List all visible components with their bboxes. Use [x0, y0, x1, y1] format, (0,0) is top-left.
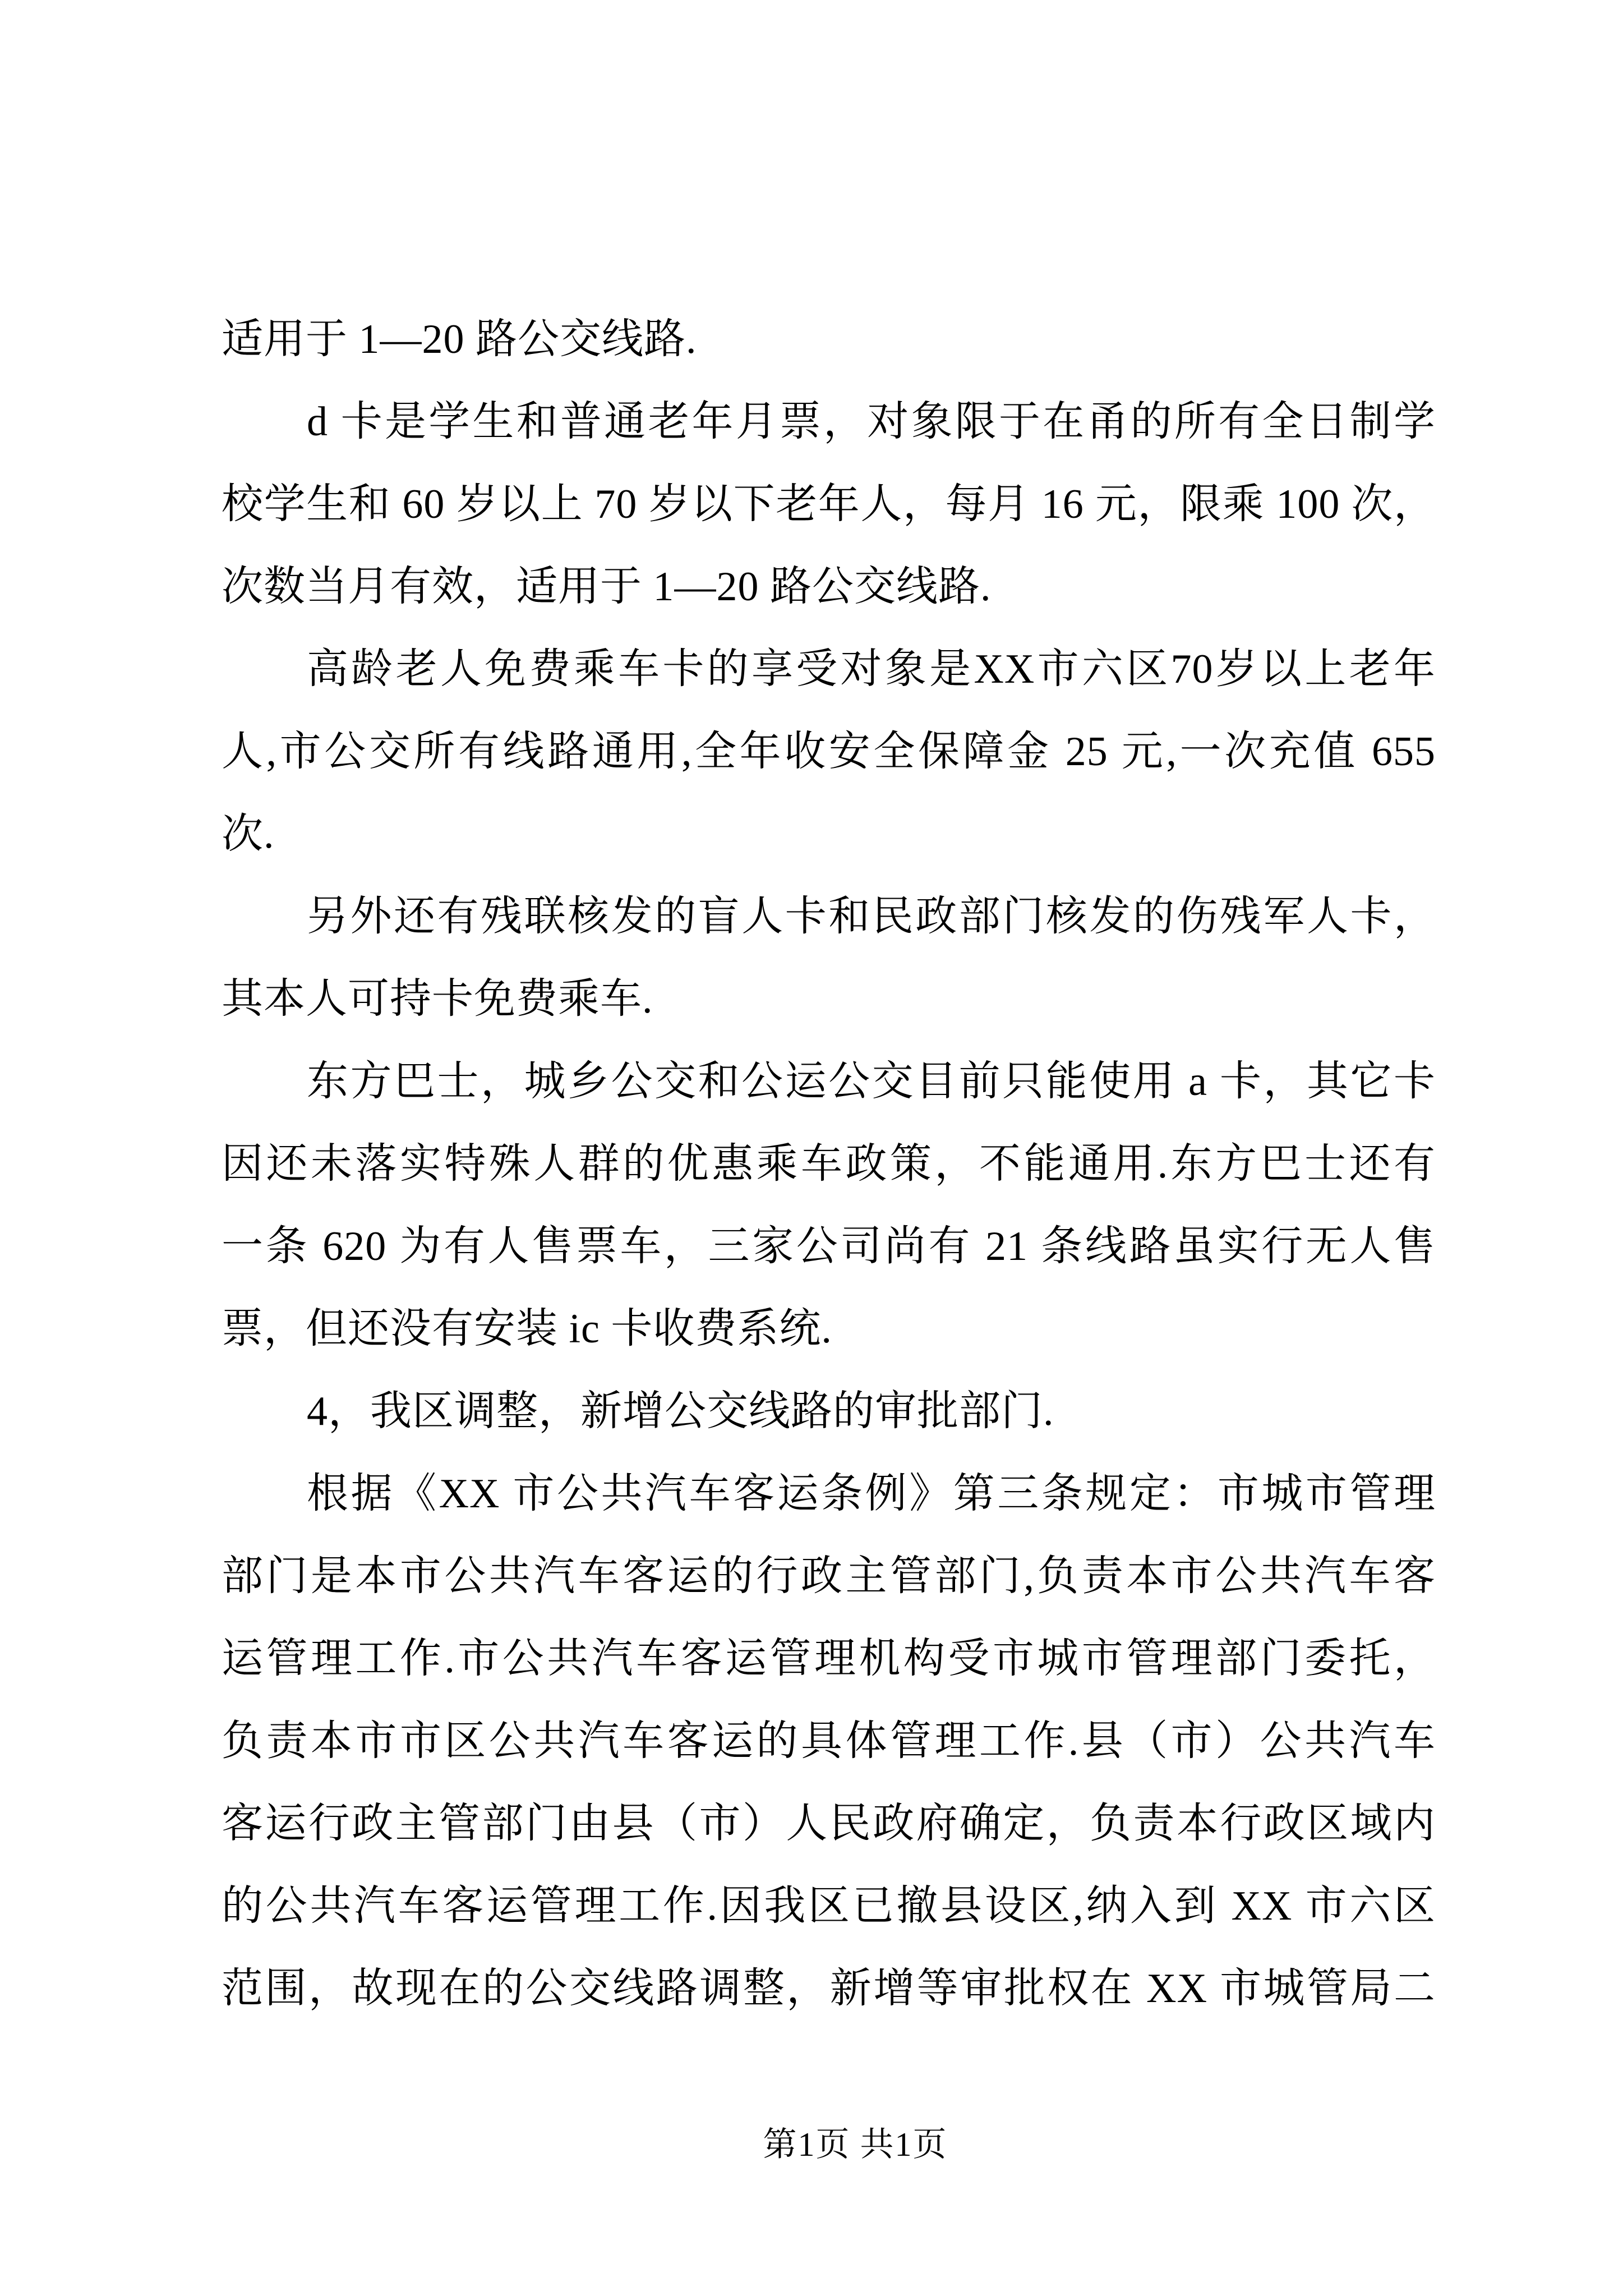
- text-line: 东方巴士，城乡公交和公运公交目前只能使用 a 卡，其它卡: [307, 1059, 1436, 1105]
- text-line: 次.: [222, 811, 275, 857]
- text-line: 另外还有残联核发的盲人卡和民政部门核发的伤残军人卡，: [307, 894, 1436, 940]
- text-line: 的公共汽车客运管理工作.因我区已撤县设区,纳入到 XX 市六区: [222, 1883, 1436, 1929]
- page-footer: 第1页 共1页: [763, 2126, 948, 2163]
- text-line: 其本人可持卡免费乘车.: [222, 976, 653, 1022]
- text-line: 适用于 1—20 路公交线路.: [222, 316, 697, 362]
- text-line: 范围，故现在的公交线路调整，新增等审批权在 XX 市城管局二: [222, 1966, 1436, 2012]
- text-line: 高龄老人免费乘车卡的享受对象是XX市六区70岁以上老年: [307, 646, 1436, 692]
- text-line: 一条 620 为有人售票车，三家公司尚有 21 条线路虽实行无人售: [222, 1223, 1436, 1269]
- text-line: 4，我区调整，新增公交线路的审批部门.: [307, 1388, 1054, 1434]
- document-body: [222, 298, 1436, 2030]
- text-line: 因还未落实特殊人群的优惠乘车政策，不能通用.东方巴士还有: [222, 1141, 1436, 1187]
- text-line: 校学生和 60 岁以上 70 岁以下老年人，每月 16 元，限乘 100 次，: [222, 481, 1436, 527]
- text-line: 客运行政主管部门由县（市）人民政府确定，负责本行政区域内: [222, 1801, 1436, 1847]
- text-line: 根据《XX 市公共汽车客运条例》第三条规定：市城市管理: [307, 1471, 1436, 1517]
- text-line: 票，但还没有安装 ic 卡收费系统.: [222, 1306, 832, 1352]
- text-line: 部门是本市公共汽车客运的行政主管部门,负责本市公共汽车客: [222, 1553, 1436, 1599]
- text-line: d 卡是学生和普通老年月票，对象限于在甬的所有全日制学: [307, 399, 1436, 445]
- text-line: 负责本市市区公共汽车客运的具体管理工作.县（市）公共汽车: [222, 1718, 1436, 1764]
- text-line: 人,市公交所有线路通用,全年收安全保障金 25 元,一次充值 655: [222, 729, 1436, 775]
- text-line: 次数当月有效，适用于 1—20 路公交线路.: [222, 564, 992, 610]
- text-line: 运管理工作.市公共汽车客运管理机构受市城市管理部门委托，: [222, 1636, 1436, 1682]
